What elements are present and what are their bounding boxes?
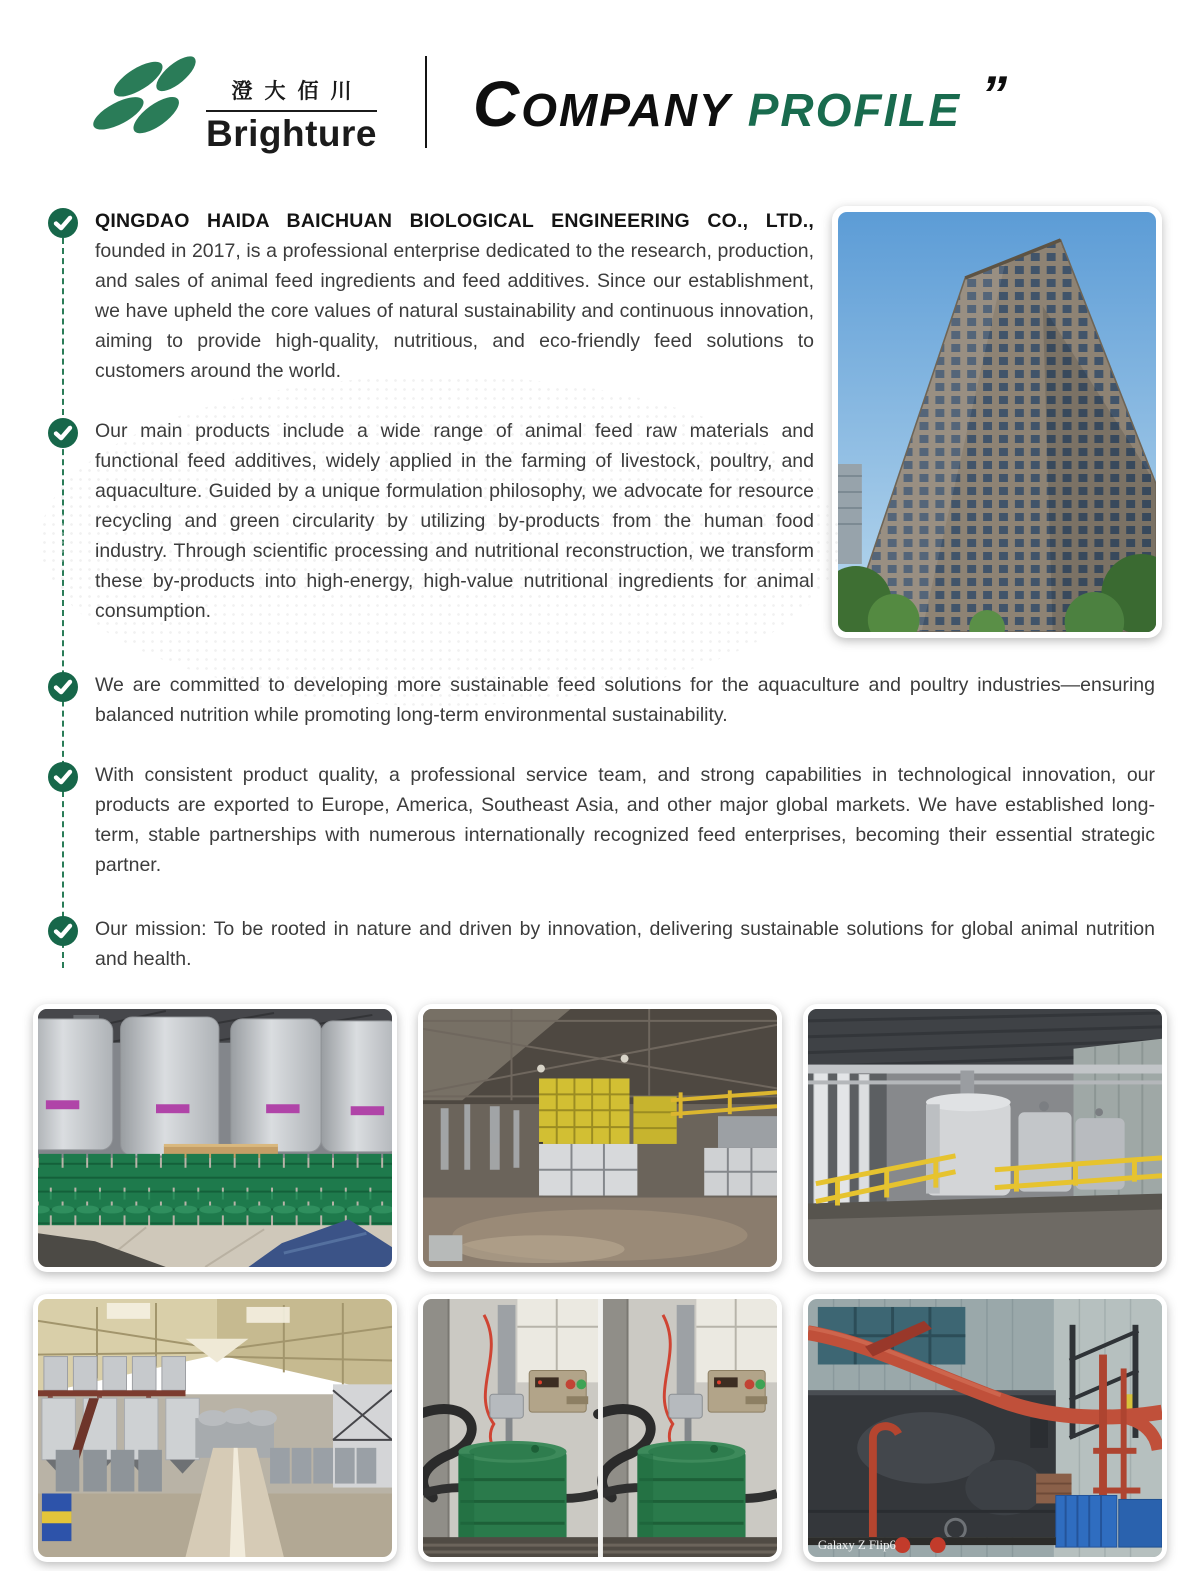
title-initial: C (473, 67, 522, 140)
drum-filling-illustration (423, 1299, 777, 1557)
paragraph-company-intro: QINGDAO HAIDA BAICHUAN BIOLOGICAL ENGINEERING CO., LTD., founded in 2017, is a professional enterprise dedicated to the research, production, and sales of animal feed ingredients and feed additives. Since our establishment, we have upheld the core values of natural sustainability and continuous innovation, aiming to provide high-quality, nutritious, and eco-friendly feed solutions to customers around the world. (95, 210, 814, 382)
photo-warehouse-interior (33, 1294, 397, 1562)
brighture-logo (86, 55, 377, 157)
profile-content (0, 176, 1200, 974)
paragraph-main-products: Our main products include a wide range of animal feed raw materials and functional feed additives, widely applied in the farming of livestock, poultry, and aquaculture. Guided by a unique formulation philosophy, we advocate for resource recycling and green circularity by utilizing by-products from the human food industry. Through scientific processing and nutritional reconstruction, we transform these by-products into high-energy, high-value nutritional ingredients for animal consumption. (95, 420, 814, 622)
bullet-item-4 (48, 760, 1162, 880)
check-icon (48, 672, 78, 702)
check-icon (48, 916, 78, 946)
production-line-illustration (808, 1009, 1162, 1267)
paragraph-mission: Our mission: To be rooted in nature and driven by innovation, delivering sustainable solutions for global animal nutrition and health. (95, 918, 1155, 970)
factory-photo-gallery (0, 974, 1200, 1562)
logo-text-block (206, 75, 377, 158)
header-divider (425, 56, 427, 148)
bullet-item-1 (48, 206, 814, 386)
check-icon (48, 762, 78, 792)
company-name-heading: QINGDAO HAIDA BAICHUAN BIOLOGICAL ENGINEERING CO., LTD., (95, 210, 814, 232)
intro-row (48, 206, 1162, 638)
check-icon (48, 208, 78, 238)
photo-production-line (803, 1004, 1167, 1272)
boiler-room-illustration (808, 1299, 1162, 1557)
building-photo (832, 206, 1162, 638)
workshop-pallets-illustration (423, 1009, 777, 1267)
office-building-illustration (838, 212, 1156, 632)
logo-brand-name: Brighture (206, 113, 377, 154)
bullet-item-3 (48, 670, 1162, 730)
bullet-item-5 (48, 914, 1162, 974)
quote-mark-icon: ” (981, 65, 1008, 124)
photo-drum-filling (418, 1294, 782, 1562)
page-header (0, 0, 1200, 176)
paragraph-global-markets: With consistent product quality, a professional service team, and strong capabilities in technological innovation, our products are exported to Europe, America, Southeast Asia, and other major global markets. We have established long-term, stable partnerships with numerous internationally recognized feed enterprises, becoming their essential strategic partner. (95, 764, 1155, 876)
logo-chinese-name: 澄大佰川 (231, 79, 364, 103)
check-icon (48, 418, 78, 448)
bullet-item-2 (48, 416, 814, 626)
storage-tanks-illustration (38, 1009, 392, 1267)
title-word-company: OMPANY (521, 83, 732, 136)
photo-storage-tanks (33, 1004, 397, 1272)
intro-text-column (48, 206, 814, 638)
logo-underline (206, 110, 377, 113)
photo-workshop-pallets (418, 1004, 782, 1272)
photo-watermark: Galaxy Z Flip6 (817, 1538, 896, 1553)
leaf-logo-icon (86, 55, 212, 151)
title-word-profile: PROFILE (747, 83, 962, 136)
warehouse-illustration (38, 1299, 392, 1557)
page-title (473, 65, 1008, 140)
photo-boiler-pipes (803, 1294, 1167, 1562)
paragraph-sustainability: We are committed to developing more sustainable feed solutions for the aquaculture and poultry industries—ensuring balanced nutrition while promoting long-term environmental sustainability. (95, 674, 1155, 726)
